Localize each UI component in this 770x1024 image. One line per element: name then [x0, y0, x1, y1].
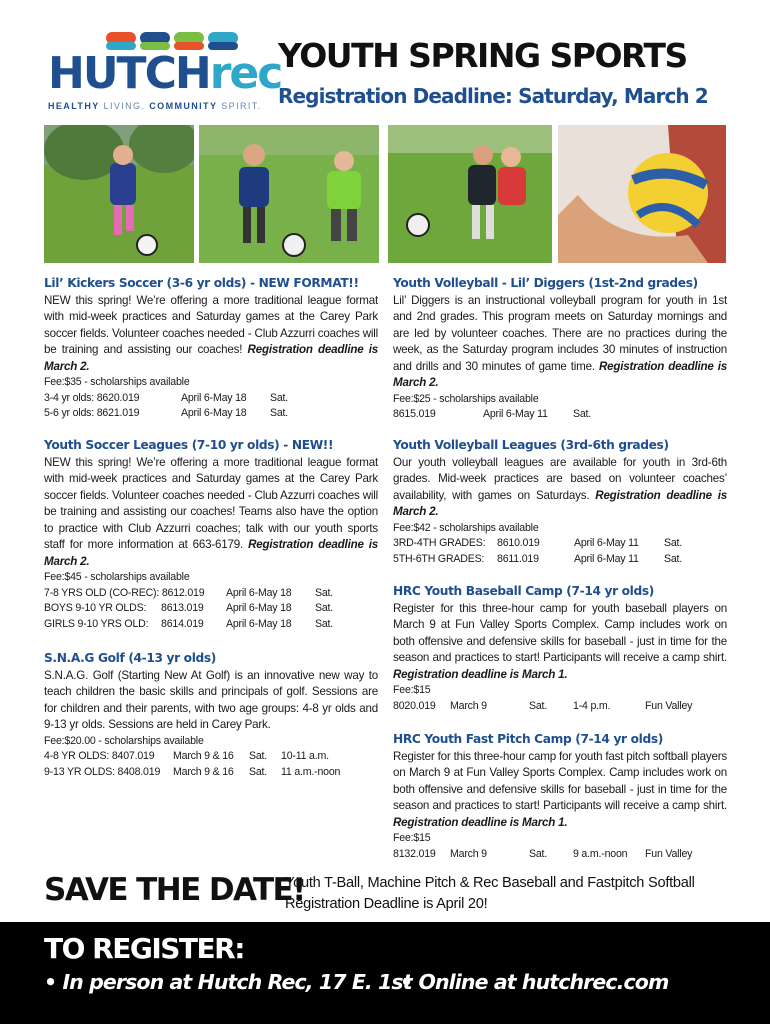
volleyball-leagues-section — [393, 437, 727, 567]
schedule-row: 8132.019 March 9 Sat. 9 a.m.-noon Fun Valley — [393, 847, 693, 860]
fast-pitch-camp-section — [393, 731, 727, 862]
register-heading: TO REGISTER: — [44, 932, 244, 965]
section-fee: Fee:$25 - scholarships available — [393, 392, 539, 405]
lil-kickers-section — [44, 275, 378, 422]
register-in-person: • In person at Hutch Rec, 17 E. 1st — [44, 970, 412, 994]
section-body: S.N.A.G. Golf (Starting New At Golf) is an innovative new way to teach children the basic skills and principals of golf. Sessions are for children and their parents, with two age groups: 4-8 yr olds and 9-13 yr olds. Sessions are held in Carey Park. — [44, 668, 378, 731]
program-schedule — [44, 391, 378, 422]
section-body: Lil’ Diggers is an instructional volleyball program for youth in 1st and 2nd grades. This program meets on Saturday mornings and are led by volunteer coaches. There are no practices during the week, as the Saturday program includes 30 minutes of instruction and drills and 30 minutes of game time. Registration deadline is March 2. — [393, 293, 728, 389]
section-heading: Youth Volleyball Leagues (3rd-6th grades) — [393, 438, 669, 452]
volleyball-photo — [558, 125, 726, 263]
schedule-row: 5TH-6TH GRADES: 8611.019 April 6-May 11 Sat. — [393, 552, 683, 565]
section-heading: Lil’ Kickers Soccer (3-6 yr olds) - NEW FORMAT!! — [44, 276, 359, 290]
section-body: Register for this three-hour camp for youth baseball players on March 9 at Fun Valley Sports Complex. Camp includes work on both offensive and defensive skills for baseball - just in time for the season and practices to start! Participants will receive a camp shirt. Registration deadline is March 1. — [393, 601, 727, 681]
section-fee: Fee:$45 - scholarships available — [44, 571, 190, 583]
save-the-date-text — [285, 873, 695, 915]
section-heading: HRC Youth Baseball Camp (7-14 yr olds) — [393, 584, 654, 598]
section-fee: Fee:$15 — [393, 684, 431, 696]
register-online-link[interactable]: • Online at hutchrec.com — [400, 970, 669, 994]
schedule-row: 9-13 YR OLDS: 8408.019 March 9 & 16 Sat. 11 a.m.-noon — [44, 765, 341, 778]
save-the-date-line: Youth T-Ball, Machine Pitch & Rec Baseball and Fastpitch Softball — [285, 875, 695, 891]
section-heading: Youth Soccer Leagues (7-10 yr olds) - NEW!! — [44, 438, 334, 452]
schedule-row: GIRLS 9-10 YRS OLD: 8614.019 April 6-May 18 Sat. — [44, 617, 334, 630]
schedule-row: 3-4 yr olds: 8620.019 April 6-May 18 Sat. — [44, 391, 289, 404]
section-fee: Fee:$35 - scholarships available — [44, 376, 190, 388]
program-schedule — [393, 699, 727, 715]
schedule-row: BOYS 9-10 YR OLDS: 8613.019 April 6-May 18 Sat. — [44, 602, 334, 614]
schedule-row: 4-8 YR OLDS: 8407.019 March 9 & 16 Sat. 10-11 a.m. — [44, 750, 329, 762]
section-body: Register for this three-hour camp for youth fast pitch softball players on March 9 at Fun Valley Sports Complex. Camp includes work on both offensive and defensive skills for baseball - just in time for the season and practices to start! Participants will receive a camp shirt. Registration deadline is March 1. — [393, 749, 727, 829]
program-schedule — [44, 586, 378, 633]
program-schedule — [44, 749, 378, 780]
logo-wordmark: HUTCHrec — [48, 48, 282, 99]
logo-tagline: HEALTHY LIVING. COMMUNITY SPIRIT. — [48, 101, 262, 111]
section-heading: Youth Volleyball - Lil’ Diggers (1st-2nd grades) — [393, 276, 698, 290]
section-body: NEW this spring! We’re offering a more traditional league format with mid-week practices and Saturday games at the Carey Park soccer fields. Volunteer coaches needed - Club Azzurri coaches will be training and assisting our coaches! Registration deadline is March 2. — [44, 293, 379, 373]
section-fee: Fee:$20.00 - scholarships available — [44, 734, 204, 747]
section-fee: Fee:$42 - scholarships available — [393, 521, 539, 534]
schedule-row: 3RD-4TH GRADES: 8610.019 April 6-May 11 Sat. — [393, 537, 683, 549]
section-body: Our youth volleyball leagues are available for youth in 3rd-6th grades. Mid-week practices are based on volunteer coaches’ availability, with games on Saturdays. Registration deadline is March 2. — [393, 455, 727, 518]
snag-golf-section — [44, 650, 378, 780]
page-subtitle: Registration Deadline: Saturday, March 2 — [278, 84, 708, 108]
soccer-girl-photo — [44, 125, 194, 263]
hutchrec-logo — [46, 30, 282, 114]
section-heading: HRC Youth Fast Pitch Camp (7-14 yr olds) — [393, 732, 663, 746]
section-heading: S.N.A.G Golf (4-13 yr olds) — [44, 651, 217, 665]
section-fee: Fee:$15 — [393, 832, 431, 844]
soccer-kids-photo — [388, 125, 552, 263]
schedule-row: 8020.019 March 9 Sat. 1-4 p.m. Fun Valley — [393, 699, 693, 712]
save-the-date-heading: SAVE THE DATE! — [44, 872, 305, 908]
baseball-camp-section — [393, 583, 727, 714]
schedule-row: 8615.019 April 6-May 11 Sat. — [393, 408, 592, 420]
program-schedule — [393, 536, 727, 567]
lil-diggers-section — [393, 275, 727, 423]
schedule-row: 7-8 YRS OLD (CO-REC): 8612.019 April 6-May 18 Sat. — [44, 586, 334, 599]
soccer-boys-photo — [199, 125, 379, 263]
save-the-date-line: Registration Deadline is April 20! — [285, 896, 488, 912]
program-schedule — [393, 407, 727, 423]
page-title: YOUTH SPRING SPORTS — [278, 36, 687, 75]
youth-soccer-section — [44, 437, 378, 632]
section-body: NEW this spring! We’re offering a more traditional league format with mid-week practices and Saturday games at the Carey Park soccer fields. Volunteer coaches needed - Club Azzurri coaches will be training and assisting our coaches! Teams also have the option to practice with Club Azzurri coaches; talk with our youth sports staff for more information at 663-6179. Registration deadline is March 2. — [44, 455, 378, 568]
program-schedule — [393, 847, 727, 863]
schedule-row: 5-6 yr olds: 8621.019 April 6-May 18 Sat. — [44, 407, 289, 419]
